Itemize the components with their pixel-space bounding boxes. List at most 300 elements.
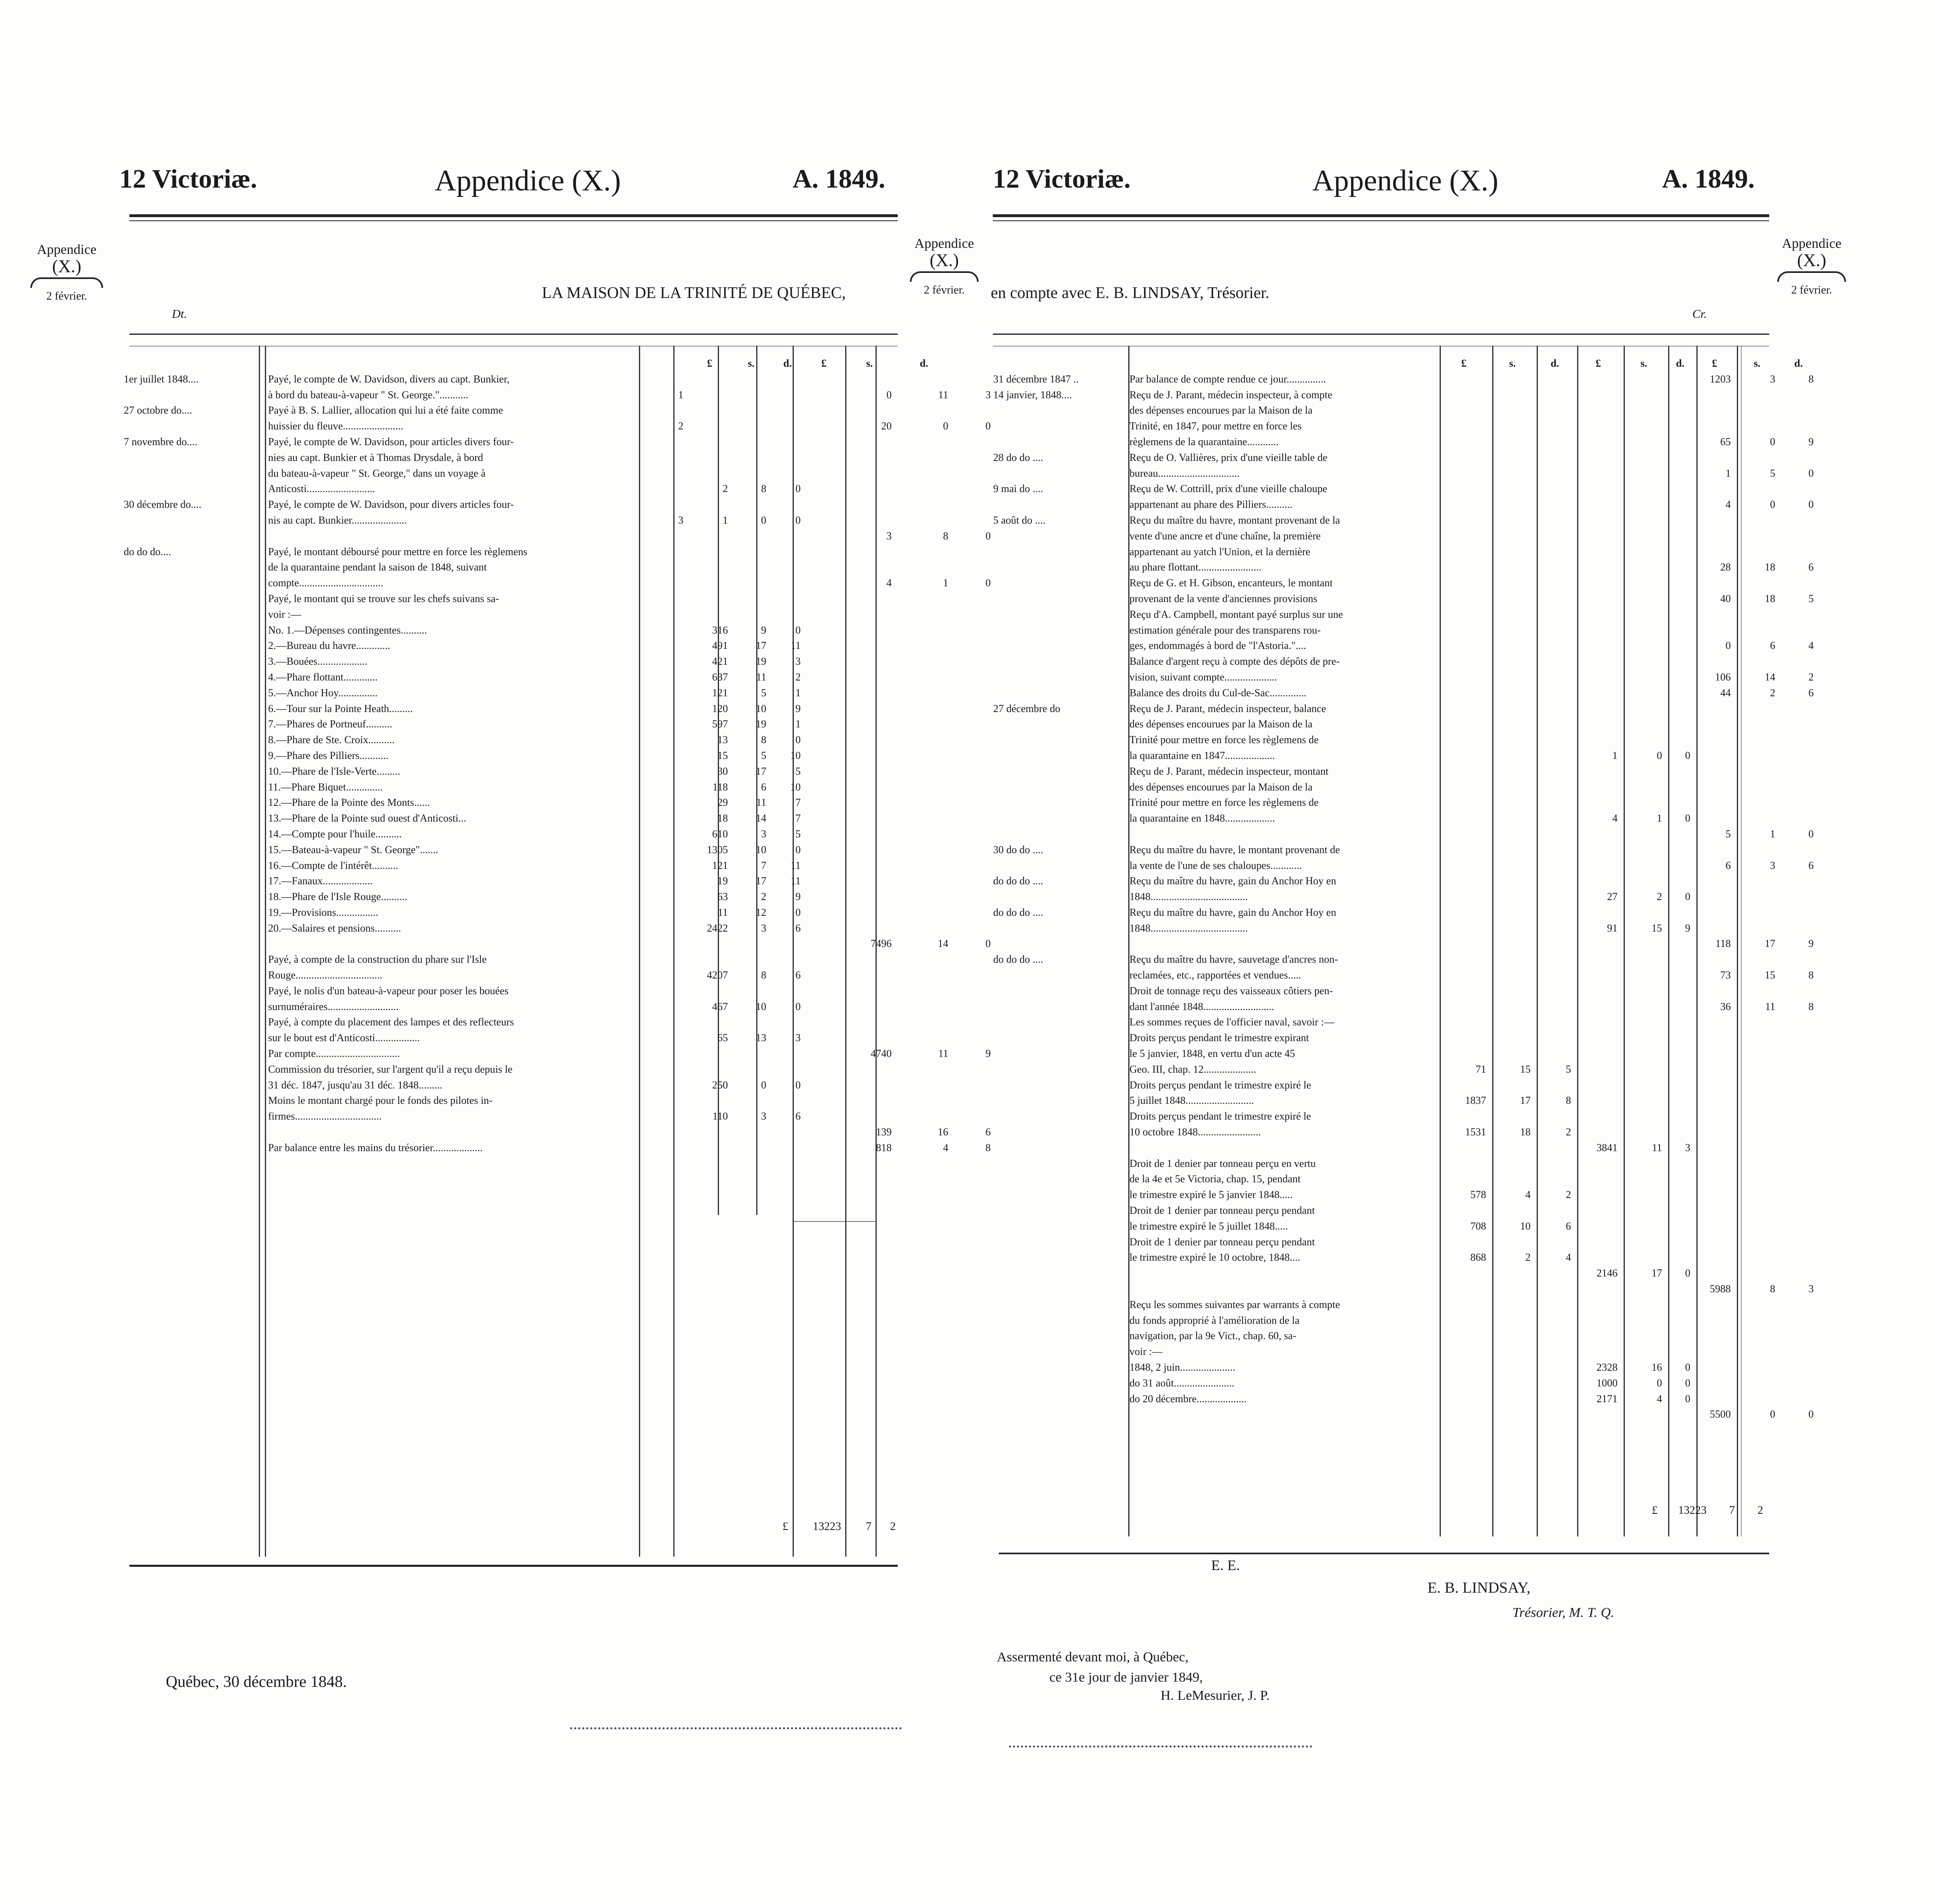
pounds-total-cell bbox=[1694, 1187, 1735, 1203]
pounds-cell bbox=[687, 528, 732, 544]
entry-text: le 5 janvier, 1848, en vertu d'un acte 45 bbox=[1129, 1048, 1295, 1060]
pence-total-cell: 0 bbox=[1808, 1408, 1814, 1420]
shillings-subtotal-cell bbox=[1622, 372, 1666, 387]
shillings-cell bbox=[1490, 1344, 1535, 1360]
folio-number: 3 bbox=[678, 514, 683, 526]
pence-total-cell bbox=[1779, 450, 1818, 466]
entry-text: des dépenses encourues par la Maison de la bbox=[1129, 404, 1313, 416]
pounds-subtotal-cell bbox=[1575, 685, 1622, 701]
pounds-total-cell bbox=[843, 403, 896, 418]
entry-text: vente d'une ancre et d'une chaîne, la première bbox=[1129, 530, 1321, 542]
account-title-continued: en compte avec E. B. LINDSAY, Trésorier. bbox=[991, 283, 1269, 302]
table-row bbox=[991, 780, 1771, 795]
pounds-total-cell: 0 bbox=[886, 389, 892, 401]
shillings-total-cell: 3 bbox=[1770, 859, 1775, 871]
entry-text: de la quarantaine pendant la saison de 1848, suivant bbox=[268, 561, 487, 573]
pence-cell: 3 bbox=[795, 655, 801, 668]
entry-date: 27 octobre do.... bbox=[124, 404, 192, 416]
table-row bbox=[991, 1266, 1771, 1281]
table-row bbox=[991, 403, 1771, 418]
table-row bbox=[121, 826, 902, 842]
pounds-cell: 491 bbox=[712, 640, 728, 652]
folio-number bbox=[647, 716, 687, 732]
pence-cell bbox=[770, 607, 805, 623]
table-row bbox=[991, 513, 1771, 528]
pounds-total-cell bbox=[1694, 1093, 1735, 1109]
pounds-cell bbox=[1438, 434, 1490, 450]
pence-total-cell bbox=[952, 450, 995, 466]
pounds-subtotal-cell: 2146 bbox=[1597, 1267, 1618, 1279]
shillings-subtotal-cell bbox=[1622, 481, 1666, 497]
pounds-total-cell bbox=[1694, 811, 1735, 826]
shillings-cell bbox=[732, 591, 770, 607]
pence-cell: 6 bbox=[795, 969, 801, 981]
table-bottom-rule bbox=[999, 1553, 1769, 1554]
table-row bbox=[991, 921, 1771, 936]
pence-subtotal-cell bbox=[1666, 1219, 1694, 1234]
pence-cell bbox=[1535, 842, 1575, 858]
pence-subtotal-cell bbox=[1666, 607, 1694, 623]
table-row bbox=[991, 528, 1771, 544]
shillings-total-cell bbox=[896, 795, 952, 811]
pence-subtotal-cell bbox=[1666, 1046, 1694, 1062]
shillings-cell bbox=[1490, 591, 1535, 607]
pence-total-cell bbox=[1779, 1203, 1818, 1219]
pence-total-cell bbox=[1779, 905, 1818, 921]
pounds-total-cell: 20 bbox=[881, 420, 892, 432]
pounds-subtotal-cell bbox=[1575, 1297, 1622, 1313]
entry-text: ges, endommagés à bord de "l'Astoria.".... bbox=[1129, 640, 1306, 652]
shillings-total-cell bbox=[1735, 1014, 1779, 1030]
table-row bbox=[991, 1328, 1771, 1344]
table-row bbox=[121, 403, 902, 418]
pence-cell bbox=[770, 450, 805, 466]
shillings-cell bbox=[1490, 764, 1535, 780]
shillings-cell: 0 bbox=[761, 1079, 766, 1091]
pence-subtotal-cell bbox=[1666, 1014, 1694, 1030]
shillings-total-cell bbox=[1735, 513, 1779, 528]
pounds-cell: 30 bbox=[717, 765, 728, 777]
pounds-cell bbox=[1438, 905, 1490, 921]
shillings-total-cell: 18 bbox=[1765, 561, 1775, 573]
signer-title: Trésorier, M. T. Q. bbox=[1512, 1605, 1614, 1620]
pounds-total-cell bbox=[1694, 1250, 1735, 1266]
pence-subtotal-cell bbox=[1666, 387, 1694, 403]
table-row bbox=[991, 983, 1771, 999]
pounds-cell: 637 bbox=[712, 671, 728, 683]
pounds-total-cell bbox=[1694, 1046, 1735, 1062]
pounds-cell: 316 bbox=[712, 624, 728, 636]
entry-date bbox=[991, 983, 1126, 999]
entry-date bbox=[991, 1046, 1126, 1062]
shillings-subtotal-cell bbox=[1622, 968, 1666, 983]
shillings-subtotal-cell bbox=[1622, 732, 1666, 748]
side-appendix-label: Appendice bbox=[914, 236, 974, 251]
pounds-cell: 1531 bbox=[1465, 1126, 1486, 1138]
pounds-total-cell bbox=[843, 858, 896, 874]
entry-text: reclamées, etc., rapportées et vendues..... bbox=[1129, 969, 1301, 981]
shillings-subtotal-cell: 1 bbox=[1657, 812, 1662, 824]
pence-cell: 11 bbox=[790, 859, 801, 871]
shillings-cell bbox=[1490, 403, 1535, 418]
entry-text bbox=[265, 528, 647, 544]
pence-cell: 7 bbox=[795, 812, 801, 824]
pence-total-cell bbox=[1779, 780, 1818, 795]
pounds-subtotal-cell bbox=[1575, 560, 1622, 575]
shillings-subtotal-cell bbox=[1622, 513, 1666, 528]
shillings-cell: 17 bbox=[756, 765, 766, 777]
pence-cell bbox=[1535, 1407, 1575, 1422]
shillings-total-cell: 0 bbox=[1770, 499, 1775, 511]
pounds-subtotal-cell bbox=[1575, 544, 1622, 560]
pounds-cell: 1305 bbox=[707, 843, 728, 856]
side-note-left bbox=[24, 243, 109, 302]
sworn-line-2: ce 31e jour de janvier 1849, bbox=[1049, 1670, 1203, 1685]
shillings-cell bbox=[1490, 968, 1535, 983]
pence-cell bbox=[770, 591, 805, 607]
pounds-total-cell bbox=[843, 450, 896, 466]
entry-text: Droit de tonnage reçu des vaisseaux côtiers pen- bbox=[1129, 985, 1333, 997]
pence-total-cell bbox=[952, 513, 995, 528]
shillings-cell bbox=[732, 466, 770, 482]
entry-text bbox=[265, 936, 647, 952]
pence-total-cell: 0 bbox=[985, 577, 991, 589]
shillings-subtotal-cell bbox=[1622, 607, 1666, 623]
pounds-total-cell bbox=[1694, 716, 1735, 732]
pounds-subtotal-cell bbox=[1575, 481, 1622, 497]
entry-text bbox=[1126, 936, 1438, 952]
pence-total-cell bbox=[1779, 1014, 1818, 1030]
pounds-total-cell bbox=[1694, 403, 1735, 418]
shillings-total-cell bbox=[1735, 418, 1779, 434]
entry-date bbox=[991, 1062, 1126, 1078]
pence-total-cell bbox=[1779, 1156, 1818, 1172]
shillings-total-cell bbox=[1735, 544, 1779, 560]
entry-text: Reçu d'A. Campbell, montant payé surplus sur une bbox=[1129, 608, 1343, 620]
shillings-cell bbox=[1490, 826, 1535, 842]
pounds-total-cell bbox=[843, 544, 896, 560]
total-shillings: 7 bbox=[1729, 1504, 1735, 1517]
entry-date bbox=[991, 1187, 1126, 1203]
pounds-cell bbox=[1438, 685, 1490, 701]
pence-total-cell bbox=[952, 434, 995, 450]
entry-text: Trinité, en 1847, pour mettre en force les bbox=[1129, 420, 1302, 432]
pence-cell bbox=[1535, 450, 1575, 466]
shillings-cell bbox=[732, 936, 770, 952]
shillings-total-cell bbox=[1735, 764, 1779, 780]
shillings-subtotal-cell bbox=[1622, 450, 1666, 466]
entry-text: Droit de 1 denier par tonneau perçu pendant bbox=[1129, 1236, 1315, 1248]
pence-cell: 0 bbox=[795, 906, 801, 918]
entry-text: Payé, le compte de W. Davidson, pour divers articles four- bbox=[268, 499, 514, 511]
entry-date bbox=[991, 418, 1126, 434]
pounds-cell: 118 bbox=[712, 781, 728, 793]
shillings-cell bbox=[1490, 1328, 1535, 1344]
shillings-total-cell: 4 bbox=[943, 1141, 948, 1154]
pounds-cell bbox=[687, 544, 732, 560]
pounds-subtotal-cell bbox=[1575, 716, 1622, 732]
pence-total-cell bbox=[1779, 873, 1818, 889]
shillings-total-cell bbox=[896, 701, 952, 717]
shillings-total-cell bbox=[1735, 1297, 1779, 1313]
table-row bbox=[991, 826, 1814, 842]
table-row bbox=[991, 716, 1771, 732]
pence-total-cell bbox=[952, 544, 995, 560]
entry-text: Rouge................................. bbox=[268, 969, 383, 981]
table-row bbox=[991, 952, 1771, 968]
shillings-total-cell bbox=[896, 623, 952, 638]
pounds-cell bbox=[1438, 701, 1490, 717]
shillings-total-cell bbox=[1735, 1219, 1779, 1234]
pounds-subtotal-cell bbox=[1575, 1030, 1622, 1046]
pence-cell bbox=[1535, 1328, 1575, 1344]
entry-text: appartenant au phare des Pilliers.......... bbox=[1129, 499, 1292, 511]
table-row bbox=[991, 418, 1771, 434]
pence-cell bbox=[1535, 780, 1575, 795]
table-row bbox=[991, 999, 1814, 1015]
pounds-cell bbox=[1438, 968, 1490, 983]
pounds-total-cell bbox=[1694, 1109, 1735, 1124]
pence-cell: 7 bbox=[795, 797, 801, 809]
shillings-cell: 8 bbox=[761, 734, 766, 746]
shillings-subtotal-cell bbox=[1622, 1014, 1666, 1030]
entry-text: Droit de 1 denier par tonneau perçu pendant bbox=[1129, 1205, 1315, 1217]
shillings-subtotal-cell bbox=[1622, 1046, 1666, 1062]
pounds-subtotal-cell bbox=[1575, 732, 1622, 748]
entry-text bbox=[1126, 1281, 1438, 1297]
pounds-cell bbox=[1438, 1266, 1490, 1281]
pounds-cell bbox=[687, 450, 732, 466]
pounds-subtotal-cell bbox=[1575, 968, 1622, 983]
entry-text: 14.—Compte pour l'huile.......... bbox=[268, 828, 402, 840]
pounds-cell bbox=[1438, 826, 1490, 842]
shillings-subtotal-cell bbox=[1622, 670, 1666, 685]
shillings-total-cell: 1 bbox=[1770, 828, 1775, 840]
pounds-subtotal-cell bbox=[1575, 466, 1622, 482]
entry-date bbox=[991, 716, 1126, 732]
pence-total-cell bbox=[1779, 1391, 1818, 1407]
pounds-cell bbox=[1438, 1407, 1490, 1422]
shillings-total-cell bbox=[1735, 811, 1779, 826]
shillings-total-cell: 14 bbox=[1765, 671, 1775, 683]
pence-total-cell bbox=[1779, 654, 1818, 670]
shillings-total-cell bbox=[896, 1078, 952, 1093]
side-brace bbox=[30, 277, 103, 288]
entry-date bbox=[121, 1046, 253, 1062]
shillings-cell: 8 bbox=[761, 969, 766, 981]
pounds-cell: 18 bbox=[717, 812, 728, 824]
shillings-cell bbox=[1490, 1171, 1535, 1187]
pence-total-cell bbox=[952, 372, 995, 387]
pence-cell bbox=[1535, 1391, 1575, 1407]
entry-text: Commission du trésorier, sur l'argent qu'il a reçu depuis le bbox=[268, 1063, 513, 1075]
pence-cell: 3 bbox=[795, 1032, 801, 1044]
table-row bbox=[991, 905, 1771, 921]
entry-date bbox=[121, 983, 253, 999]
entry-text: Reçu du maître du havre, sauvetage d'ancres non- bbox=[1129, 953, 1338, 966]
shillings-total-cell bbox=[1735, 748, 1779, 764]
shillings-subtotal-cell bbox=[1622, 560, 1666, 575]
pounds-total-cell bbox=[843, 952, 896, 968]
table-row bbox=[991, 372, 1814, 387]
shillings-cell: 17 bbox=[756, 875, 766, 887]
shillings-cell bbox=[1490, 1014, 1535, 1030]
pence-cell bbox=[1535, 607, 1575, 623]
pence-cell bbox=[1535, 544, 1575, 560]
table-row bbox=[121, 842, 902, 858]
entry-text: du bateau-à-vapeur " St. George," dans un voyage à bbox=[268, 467, 486, 479]
pounds-subtotal-cell bbox=[1575, 858, 1622, 874]
table-row bbox=[991, 1030, 1771, 1046]
pounds-subtotal-cell bbox=[1575, 795, 1622, 811]
pounds-total-cell bbox=[1694, 1030, 1735, 1046]
table-row bbox=[121, 983, 902, 999]
pounds-subtotal-cell bbox=[1575, 607, 1622, 623]
entry-text bbox=[1126, 826, 1438, 842]
shillings-total-cell bbox=[896, 921, 952, 936]
entry-date: 9 mai do .... bbox=[993, 483, 1043, 495]
pence-subtotal-cell bbox=[1666, 1328, 1694, 1344]
side-date-label: 2 février. bbox=[1791, 283, 1832, 296]
pence-cell bbox=[1535, 811, 1575, 826]
pence-subtotal-cell bbox=[1666, 513, 1694, 528]
pence-cell bbox=[1535, 1109, 1575, 1124]
pounds-subtotal-cell bbox=[1575, 1187, 1622, 1203]
folio-number bbox=[647, 654, 687, 670]
folio-number bbox=[647, 403, 687, 418]
shillings-subtotal-cell bbox=[1622, 858, 1666, 874]
pence-total-cell bbox=[952, 623, 995, 638]
pence-total-cell: 0 bbox=[985, 420, 991, 432]
pounds-total-cell bbox=[1694, 1156, 1735, 1172]
shillings-cell bbox=[732, 575, 770, 591]
entry-date bbox=[991, 1109, 1126, 1124]
pence-subtotal-cell bbox=[1666, 1187, 1694, 1203]
entry-date bbox=[991, 575, 1126, 591]
table-row bbox=[121, 685, 902, 701]
pounds-cell bbox=[1438, 732, 1490, 748]
entry-text: Payé, le montant qui se trouve sur les chefs suivans sa- bbox=[268, 592, 499, 604]
pence-cell bbox=[770, 983, 805, 999]
pounds-total-cell bbox=[1694, 1171, 1735, 1187]
pounds-total-cell bbox=[1694, 795, 1735, 811]
pence-cell bbox=[1535, 575, 1575, 591]
shillings-total-cell bbox=[1735, 1093, 1779, 1109]
shillings-cell: 5 bbox=[761, 749, 766, 761]
entry-date bbox=[991, 936, 1126, 952]
table-row bbox=[991, 575, 1771, 591]
folio-number bbox=[647, 1046, 687, 1062]
pence-total-cell bbox=[952, 999, 995, 1015]
pence-total-cell bbox=[1779, 1109, 1818, 1124]
shillings-cell: 15 bbox=[1520, 1063, 1531, 1075]
pounds-total-cell bbox=[843, 1109, 896, 1124]
entry-text: Reçu du maître du havre, montant provenant de la bbox=[1129, 514, 1340, 526]
pounds-total-cell bbox=[1694, 701, 1735, 717]
entry-text: Payé, le compte de W. Davidson, divers au capt. Bunkier, bbox=[268, 373, 510, 385]
pounds-total-cell: 6 bbox=[1726, 859, 1731, 871]
pence-cell: 5 bbox=[1566, 1063, 1571, 1075]
entry-text: 13.—Phare de la Pointe sud ouest d'Anticosti... bbox=[268, 812, 466, 824]
pounds-total-cell bbox=[1694, 1140, 1735, 1156]
pence-total-cell: 8 bbox=[1808, 373, 1814, 385]
credit-label: Cr. bbox=[1692, 307, 1707, 321]
entry-date bbox=[991, 1014, 1126, 1030]
pounds-cell: 110 bbox=[712, 1110, 728, 1122]
entry-text: 10 octobre 1848........................ bbox=[1129, 1126, 1261, 1138]
pounds-total-cell bbox=[1694, 575, 1735, 591]
pounds-subtotal-cell bbox=[1575, 1171, 1622, 1187]
pounds-total-cell bbox=[843, 826, 896, 842]
pence-subtotal-cell bbox=[1666, 780, 1694, 795]
shillings-subtotal-cell: 0 bbox=[1657, 1377, 1662, 1389]
shillings-cell bbox=[1490, 921, 1535, 936]
shillings-subtotal-cell: 16 bbox=[1652, 1361, 1662, 1373]
table-row bbox=[121, 1093, 902, 1109]
pence-total-cell: 3 bbox=[985, 389, 991, 401]
pence-total-cell bbox=[952, 826, 995, 842]
pence-subtotal-cell bbox=[1666, 528, 1694, 544]
ee-mark: E. E. bbox=[1211, 1557, 1240, 1573]
table-row bbox=[991, 1156, 1771, 1172]
table-row bbox=[991, 936, 1814, 952]
pounds-cell bbox=[1438, 983, 1490, 999]
pounds-total-cell bbox=[843, 748, 896, 764]
entry-date bbox=[991, 1140, 1126, 1156]
pounds-subtotal-cell bbox=[1575, 780, 1622, 795]
pence-total-cell bbox=[1779, 748, 1818, 764]
table-row bbox=[991, 1344, 1771, 1360]
shillings-total-cell bbox=[1735, 1062, 1779, 1078]
debit-rows bbox=[121, 372, 991, 1156]
pence-total-cell bbox=[952, 905, 995, 921]
pounds-total-cell: 118 bbox=[1715, 938, 1731, 950]
pence-cell bbox=[1535, 497, 1575, 513]
pounds-cell bbox=[687, 418, 732, 434]
pence-cell: 5 bbox=[795, 828, 801, 840]
pence-total-cell bbox=[952, 1062, 995, 1078]
pence-cell bbox=[1535, 513, 1575, 528]
pence-total-cell bbox=[1779, 1219, 1818, 1234]
pence-subtotal-cell bbox=[1666, 1093, 1694, 1109]
pounds-cell bbox=[687, 936, 732, 952]
table-row bbox=[991, 654, 1771, 670]
folio-number bbox=[647, 1124, 687, 1140]
table-row bbox=[991, 732, 1771, 748]
entry-date: do do do .... bbox=[993, 875, 1043, 887]
shillings-cell bbox=[732, 418, 770, 434]
table-row bbox=[991, 481, 1771, 497]
pence-total-cell bbox=[952, 858, 995, 874]
pence-total-cell bbox=[1779, 1328, 1818, 1344]
pence-cell bbox=[1535, 983, 1575, 999]
entry-text: Payé, le montant déboursé pour mettre en force les règlemens bbox=[268, 545, 528, 558]
pounds-subtotal-cell bbox=[1575, 1014, 1622, 1030]
entry-date bbox=[121, 921, 253, 936]
pounds-cell bbox=[1438, 1046, 1490, 1062]
shillings-cell: 13 bbox=[756, 1032, 766, 1044]
entry-date bbox=[991, 1407, 1126, 1422]
shillings-cell bbox=[732, 560, 770, 575]
pounds-total-cell bbox=[1694, 387, 1735, 403]
shillings-subtotal-cell bbox=[1622, 1297, 1666, 1313]
pounds-subtotal-cell bbox=[1575, 670, 1622, 685]
entry-date bbox=[121, 889, 253, 905]
entry-date bbox=[121, 387, 253, 403]
running-head-appendix: Appendice (X.) bbox=[1312, 164, 1499, 197]
entry-date bbox=[991, 1344, 1126, 1360]
pence-cell bbox=[1535, 1360, 1575, 1376]
